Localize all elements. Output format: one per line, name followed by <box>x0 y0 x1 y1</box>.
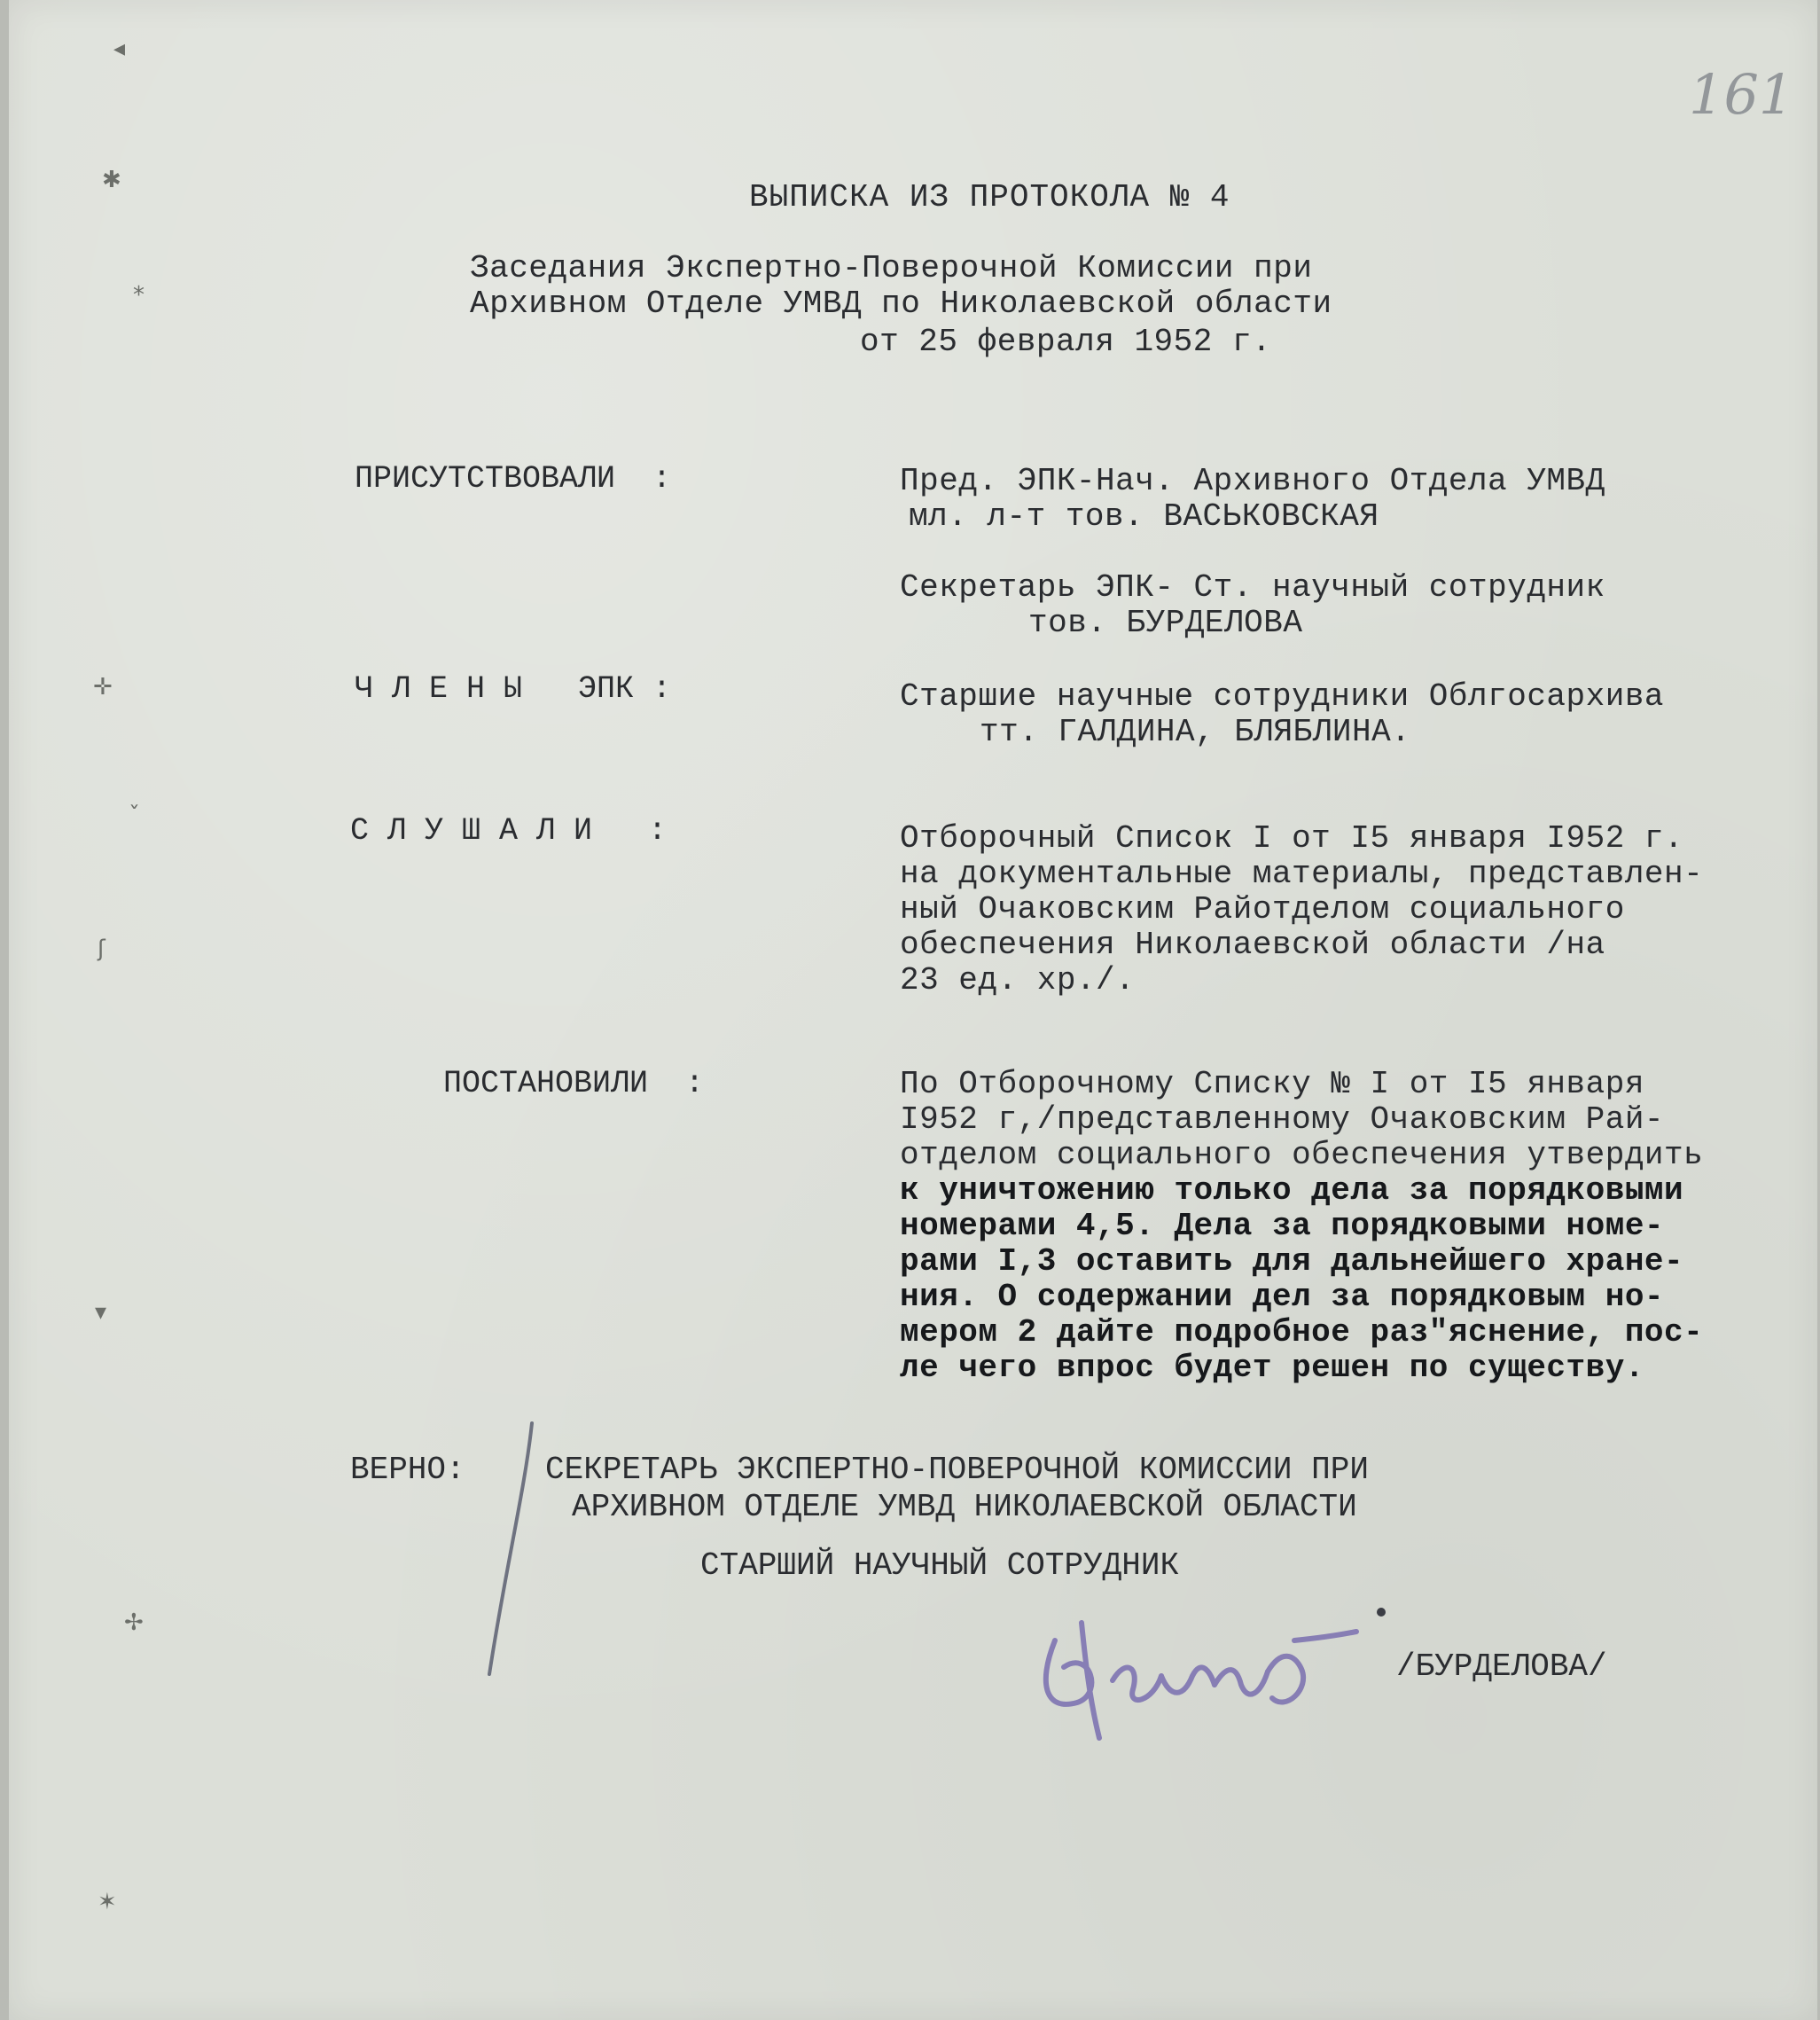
resolved-line-6: рами I,3 оставить для дальнейшего хране- <box>900 1243 1684 1280</box>
handwritten-signature <box>1028 1587 1401 1747</box>
heard-line-2: на документальные материалы, представлен- <box>900 856 1704 892</box>
signatory-name: /БУРДЕЛОВА/ <box>1396 1648 1607 1685</box>
heard-line-4: обеспечения Николаевской области /на <box>900 927 1605 963</box>
chair-line-2: мл. л-т тов. ВАСЬКОВСКАЯ <box>909 498 1379 535</box>
members-line-2: тт. ГАЛДИНА, БЛЯБЛИНА. <box>980 714 1411 750</box>
resolved-line-1: По Отборочному Списку № I от I5 января <box>900 1066 1644 1102</box>
certification-line-1: СЕКРЕТАРЬ ЭКСПЕРТНО-ПОВЕРОЧНОЙ КОМИССИИ ПРИ <box>545 1452 1369 1488</box>
resolved-label: ПОСТАНОВИЛИ : <box>443 1066 705 1101</box>
secretary-line-2: тов. БУРДЕЛОВА <box>1028 605 1303 641</box>
resolved-line-8: мером 2 дайте подробное раз"яснение, пос- <box>900 1314 1704 1351</box>
binding-mark-icon: ✱ <box>102 167 121 193</box>
binding-mark-icon: ✶ <box>98 1889 117 1915</box>
certified-label: ВЕРНО: <box>350 1452 465 1488</box>
heard-line-3: ный Очаковским Райотделом социального <box>900 891 1625 928</box>
certification-line-2: АРХИВНОМ ОТДЕЛЕ УМВД НИКОЛАЕВСКОЙ ОБЛАСТИ <box>572 1489 1357 1525</box>
resolved-line-3: отделом социального обеспечения утвердить <box>900 1137 1704 1173</box>
binding-mark-icon: ◂ <box>113 35 126 62</box>
resolved-line-9: ле чего впрос будет решен по существу. <box>900 1350 1644 1386</box>
binding-mark-icon: ʃ <box>98 936 105 962</box>
document-page <box>9 0 1817 2020</box>
heard-label: С Л У Ш А Л И : <box>350 813 668 849</box>
subtitle-line-2: Архивном Отделе УМВД по Николаевской области <box>470 286 1332 322</box>
certification-line-3: СТАРШИЙ НАУЧНЫЙ СОТРУДНИК <box>700 1547 1180 1584</box>
binding-mark-icon: ⁎ <box>133 275 145 301</box>
binding-mark-icon: ✢ <box>124 1609 144 1636</box>
page-number: 161 <box>1689 62 1794 127</box>
heard-line-5: 23 ед. хр./. <box>900 962 1136 998</box>
resolved-line-5: номерами 4,5. Дела за порядковыми номе- <box>900 1208 1665 1244</box>
secretary-line-1: Секретарь ЭПК- Ст. научный сотрудник <box>900 569 1605 606</box>
binding-mark-icon: ˇ <box>129 803 140 829</box>
document-title: ВЫПИСКА ИЗ ПРОТОКОЛА № 4 <box>749 179 1230 215</box>
resolved-line-2: I952 г,/представленному Очаковским Рай- <box>900 1101 1665 1138</box>
meeting-date: от 25 февраля 1952 г. <box>860 324 1272 360</box>
binding-mark-icon: ▾ <box>95 1299 107 1326</box>
resolved-line-4: к уничтожению только дела за порядковыми <box>900 1172 1684 1209</box>
members-label: Ч Л Е Н Ы ЭПК : <box>355 671 672 707</box>
binding-mark-icon: ✛ <box>93 674 113 701</box>
pencil-margin-line <box>470 1419 541 1685</box>
members-line-1: Старшие научные сотрудники Облгосархива <box>900 678 1665 715</box>
heard-line-1: Отборочный Список I от I5 января I952 г. <box>900 820 1684 857</box>
present-label: ПРИСУТСТВОВАЛИ : <box>355 461 672 497</box>
chair-line-1: Пред. ЭПК-Нач. Архивного Отдела УМВД <box>900 463 1605 499</box>
resolved-line-7: ния. О содержании дел за порядковым но- <box>900 1279 1665 1315</box>
subtitle-line-1: Заседания Экспертно-Поверочной Комиссии при <box>470 250 1313 286</box>
